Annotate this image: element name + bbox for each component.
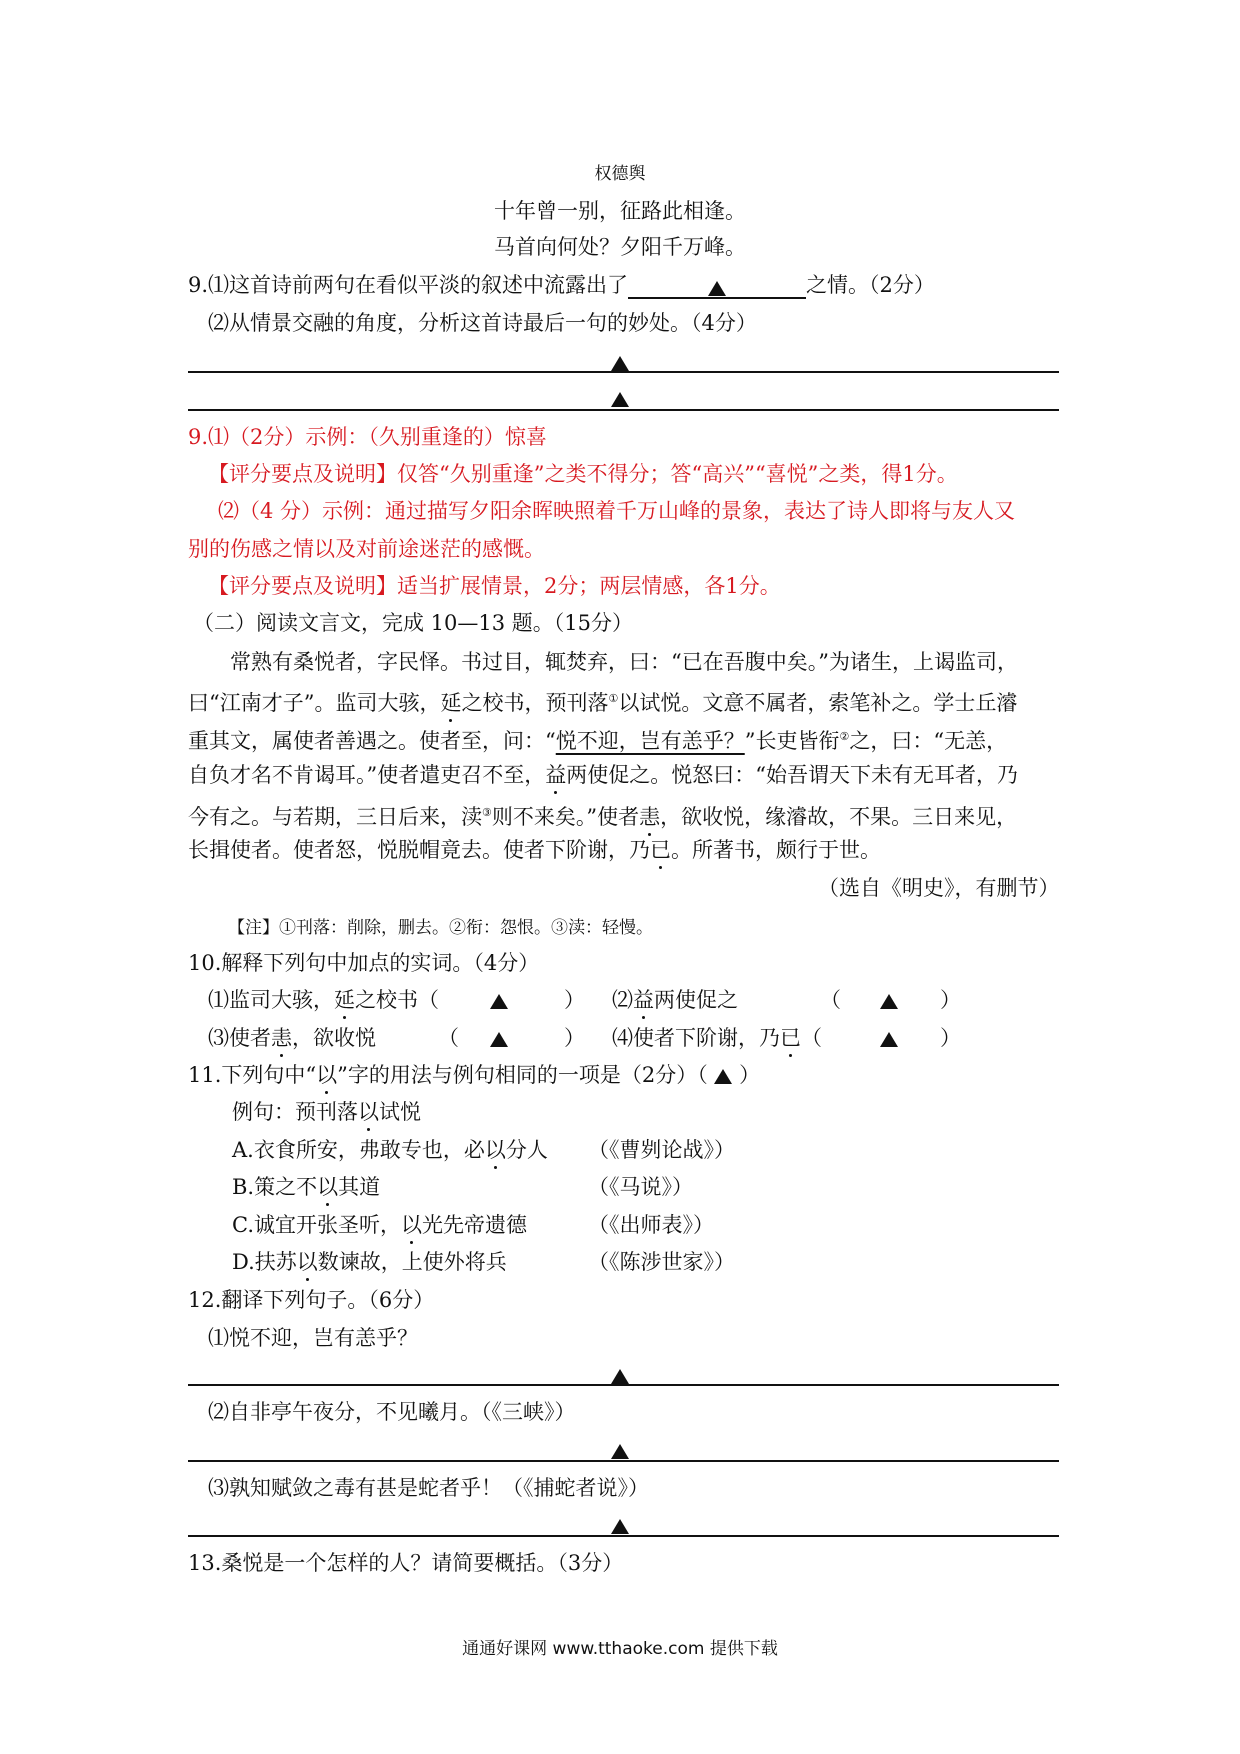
q12-sentence-2: ⑵自非亭午夜分，不见曦月。（《三峡》） — [208, 1400, 576, 1424]
passage-line-2: 曰“江南才子”。监司大骇，延之校书，预刊落①以试悦。文意不属者，索笔补之。学士丘濬 — [188, 691, 1018, 715]
passage-line-3: 重其文，属使者善遇之。使者至，问：“悦不迎，岂有恙乎？”长吏皆衔②之，曰：“无恙， — [188, 729, 1008, 753]
footer-text: 通通好课网 www.tthaoke.com 提供下载 — [462, 1639, 778, 1659]
triangle-icon — [880, 994, 898, 1009]
q11-option-a-source: （《曹刿论战》） — [588, 1138, 735, 1162]
q10-item-4: ⑷使者下阶谢，乃已（ — [612, 1026, 822, 1050]
q11-option-b: B.策之不以其道 — [232, 1175, 381, 1199]
answer-slot — [490, 1024, 508, 1052]
answer-slot — [490, 986, 508, 1014]
q10-title: 10.解释下列句中加点的实词。（4分） — [188, 951, 540, 975]
poem-line-2: 马首向何处？夕阳千万峰。 — [494, 235, 746, 259]
poem-author: 权德舆 — [594, 164, 646, 184]
answer-slot — [880, 986, 898, 1014]
q11-option-d-source: （《陈涉世家》） — [588, 1250, 735, 1274]
q11-option-c: C.诚宜开张圣听，以光先帝遗德 — [232, 1213, 527, 1237]
triangle-icon — [490, 994, 508, 1009]
close-paren: ） — [940, 1026, 961, 1050]
answer-9-2-note: 【评分要点及说明】适当扩展情景，2分；两层情感，各1分。 — [208, 574, 781, 598]
q12-sentence-1: ⑴悦不迎，岂有恙乎？ — [208, 1326, 418, 1350]
answer-line-marker — [0, 1441, 1240, 1460]
answer-line-marker — [0, 1366, 1240, 1385]
answer-line — [188, 409, 1059, 411]
q10-item-1: ⑴监司大骇，延之校书（ — [208, 988, 439, 1012]
answer-line — [188, 1384, 1059, 1386]
q12-title: 12.翻译下列句子。（6分） — [188, 1288, 435, 1312]
answer-9-1: 9.⑴（2分）示例：（久别重逢的）惊喜 — [188, 425, 547, 449]
passage-line-5: 今有之。与若期，三日后来，渎③则不来矣。”使者恚，欲收悦，缘濬故，不果。三日来见， — [188, 805, 1018, 829]
answer-line — [188, 371, 1059, 373]
q10-item-3: ⑶使者恚，欲收悦 — [208, 1026, 376, 1050]
open-paren: （ — [820, 988, 841, 1012]
answer-blank — [628, 273, 806, 299]
answer-slot — [880, 1024, 898, 1052]
q11-option-d: D.扶苏以数谏故，上使外将兵 — [232, 1250, 507, 1274]
q11-option-c-source: （《出师表》） — [588, 1213, 714, 1237]
passage-line-6: 长揖使者。使者怒，悦脱帽竟去。使者下阶谢，乃已。所著书，颇行于世。 — [188, 838, 881, 862]
q12-sentence-3: ⑶孰知赋敛之毒有甚是蛇者乎！（《捕蛇者说》） — [208, 1476, 649, 1500]
close-paren: ） — [940, 988, 961, 1012]
triangle-icon — [611, 392, 629, 407]
close-paren: ） — [564, 1026, 585, 1050]
answer-9-1-note: 【评分要点及说明】仅答“久别重逢”之类不得分；答“高兴”“喜悦”之类，得1分。 — [208, 462, 958, 486]
answer-line-marker — [0, 389, 1240, 408]
triangle-icon — [714, 1069, 732, 1084]
poem-line-1: 十年曾一别，征路此相逢。 — [494, 199, 746, 223]
triangle-icon — [611, 356, 629, 371]
triangle-icon — [880, 1032, 898, 1047]
q11-option-b-source: （《马说》） — [588, 1175, 693, 1199]
triangle-icon — [708, 281, 726, 296]
q10-item-2: ⑵益两使促之 — [612, 988, 738, 1012]
answer-line — [188, 1460, 1059, 1462]
passage-notes: 【注】①刊落：削除，删去。②衔：怨恨。③渎：轻慢。 — [228, 918, 653, 938]
passage-line-1: 常熟有桑悦者，字民怿。书过目，辄焚弃，曰：“已在吾腹中矣。”为诸生，上谒监司， — [230, 650, 1018, 674]
section-heading: （二）阅读文言文，完成 10—13 题。（15分） — [193, 611, 634, 635]
q11-example: 例句：预刊落以试悦 — [232, 1100, 421, 1124]
open-paren: （ — [438, 1026, 459, 1050]
q9-part1: 9.⑴这首诗前两句在看似平淡的叙述中流露出了 之情。（2分） — [188, 273, 935, 297]
answer-9-2-line2: 别的伤感之情以及对前途迷茫的感慨。 — [188, 537, 545, 561]
q11-option-a: A.衣食所安，弗敢专也，必以分人 — [232, 1138, 548, 1162]
answer-9-2-line1: ⑵（4 分）示例：通过描写夕阳余晖映照着千万山峰的景象，表达了诗人即将与友人又 — [218, 499, 1016, 523]
answer-line-marker — [0, 1516, 1240, 1535]
passage-line-4: 自负才名不肯谒耳。”使者遣吏召不至，益两使促之。悦怒曰：“始吾谓天下未有无耳者，乃 — [188, 763, 1018, 787]
triangle-icon — [611, 1444, 629, 1459]
triangle-icon — [611, 1369, 629, 1384]
answer-line — [188, 1535, 1059, 1537]
answer-line-marker — [0, 353, 1240, 372]
q13-title: 13.桑悦是一个怎样的人？请简要概括。（3分） — [188, 1551, 624, 1575]
close-paren: ） — [564, 988, 585, 1012]
triangle-icon — [611, 1519, 629, 1534]
q9-part2: ⑵从情景交融的角度，分析这首诗最后一句的妙处。（4分） — [208, 311, 757, 335]
passage-source: （选自《明史》，有删节） — [818, 876, 1060, 900]
q11-title: 11.下列句中“以”字的用法与例句相同的一项是（2分）（ ） — [188, 1063, 761, 1087]
triangle-icon — [490, 1032, 508, 1047]
